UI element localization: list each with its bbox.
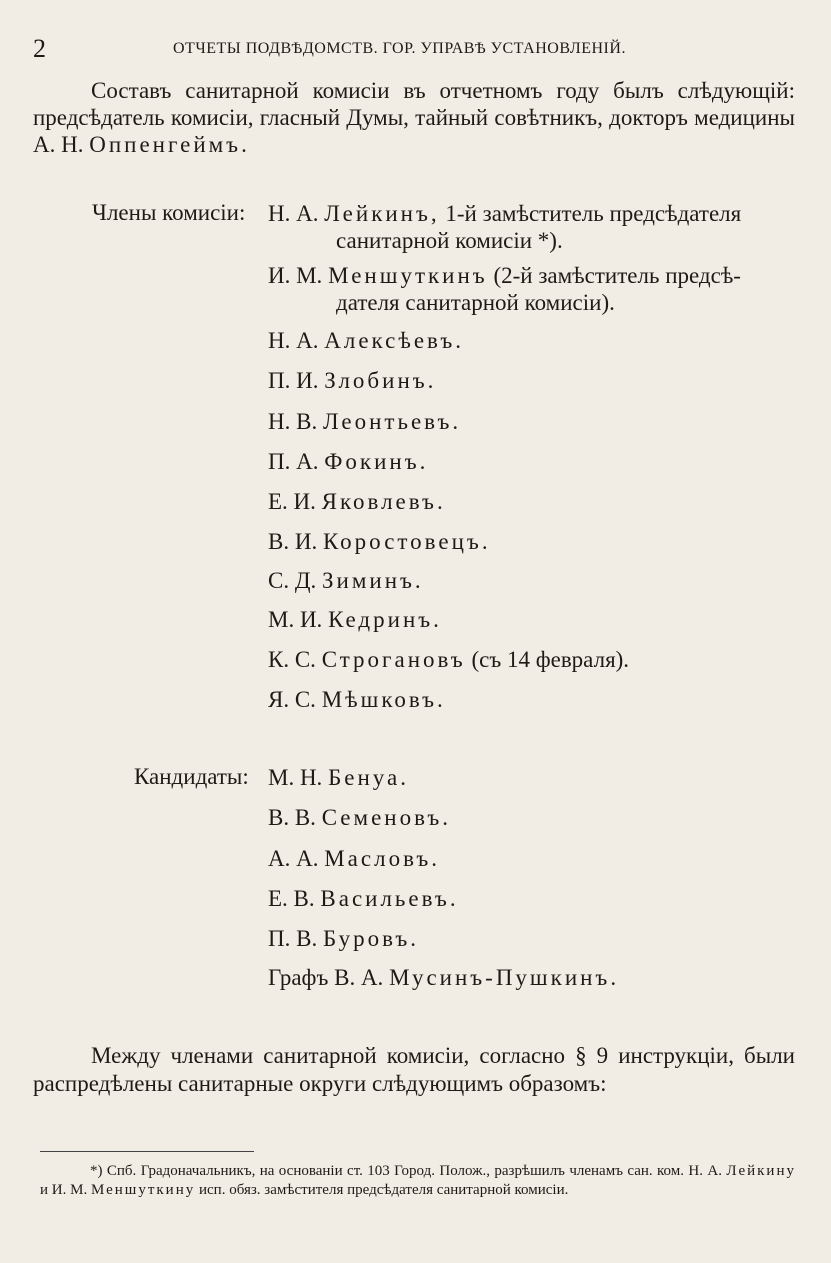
member-note: (съ 14 февраля). bbox=[471, 647, 630, 672]
member-entry bbox=[268, 528, 491, 555]
member-name: Коростовецъ. bbox=[322, 529, 491, 554]
member-note: 1-й замѣститель предсѣдателя bbox=[445, 201, 742, 226]
member-entry bbox=[268, 567, 424, 594]
member-entry bbox=[268, 200, 793, 254]
candidates-label: Кандидаты: bbox=[134, 764, 249, 789]
member-initials: Е. И. bbox=[268, 489, 316, 514]
member-note: (2-й замѣститель предсѣ- bbox=[493, 263, 741, 288]
member-name: Кедринъ. bbox=[328, 607, 442, 632]
footnote-divider bbox=[40, 1151, 254, 1152]
candidate-name: Буровъ. bbox=[322, 926, 420, 951]
member-initials: М. И. bbox=[268, 607, 323, 632]
member-initials: К. С. bbox=[268, 647, 316, 672]
candidate-initials: Е. В. bbox=[268, 886, 315, 911]
member-entry bbox=[268, 686, 446, 713]
candidate-name: Бенуа. bbox=[328, 765, 409, 790]
member-entry bbox=[268, 488, 446, 515]
member-initials: П. А. bbox=[268, 449, 319, 474]
member-name: Злобинъ. bbox=[324, 368, 437, 393]
page-number: 2 bbox=[33, 34, 46, 63]
intro-text: Составъ санитарной комисіи въ отчетномъ году былъ слѣдующій: предсѣдатель комисіи, гласный Думы, тайный совѣтникъ, докторъ медицины А. Н. bbox=[33, 78, 795, 157]
candidate-entry bbox=[268, 764, 409, 791]
members-label: Члены комисіи: bbox=[92, 200, 246, 225]
footnote-text: *) Спб. Градоначальникъ, на основаніи ст. 103 Город. Полож., разрѣшилъ членамъ сан. ком. Н. А. bbox=[90, 1163, 722, 1179]
candidate-entry bbox=[268, 885, 459, 912]
member-name: Зиминъ. bbox=[322, 568, 424, 593]
member-initials: П. И. bbox=[268, 368, 319, 393]
member-name: Строгановъ bbox=[321, 647, 466, 672]
candidate-name: Мусинъ-Пушкинъ. bbox=[389, 965, 620, 990]
member-name: Фокинъ. bbox=[324, 449, 429, 474]
outro-paragraph: Между членами санитарной комисіи, согласно § 9 инструкціи, были распредѣлены санитарные округи слѣдующимъ образомъ: bbox=[33, 1043, 795, 1096]
candidate-initials: М. Н. bbox=[268, 765, 323, 790]
candidate-entry bbox=[268, 925, 419, 952]
member-initials: Н. В. bbox=[268, 409, 318, 434]
candidate-name: Масловъ. bbox=[324, 846, 441, 871]
footnote-text: и И. М. bbox=[40, 1182, 88, 1198]
member-entry bbox=[268, 448, 428, 475]
member-name: Лейкинъ, bbox=[324, 201, 440, 226]
candidate-name: Семеновъ. bbox=[321, 805, 452, 830]
intro-paragraph bbox=[33, 77, 795, 158]
member-note-cont: дателя санитарной комисіи). bbox=[336, 290, 615, 315]
member-name: Леонтьевъ. bbox=[322, 409, 462, 434]
footnote bbox=[40, 1162, 796, 1200]
member-name: Мѣшковъ. bbox=[321, 687, 446, 712]
candidate-initials: Графъ В. А. bbox=[268, 965, 384, 990]
member-name: Алексѣевъ. bbox=[324, 328, 464, 353]
candidate-name: Васильевъ. bbox=[320, 886, 459, 911]
member-entry bbox=[268, 606, 442, 633]
footnote-name: Меншуткину bbox=[90, 1182, 196, 1198]
chairman-name: Оппенгеймъ. bbox=[89, 132, 250, 157]
member-initials: Н. А. bbox=[268, 328, 319, 353]
member-note-cont: санитарной комисіи *). bbox=[336, 228, 563, 253]
member-initials: В. И. bbox=[268, 529, 318, 554]
member-initials: И. М. bbox=[268, 263, 323, 288]
candidate-initials: А. А. bbox=[268, 846, 319, 871]
candidate-initials: П. В. bbox=[268, 926, 318, 951]
member-name: Меншуткинъ bbox=[328, 263, 488, 288]
member-entry bbox=[268, 408, 461, 435]
page-header bbox=[33, 34, 795, 63]
candidate-entry bbox=[268, 845, 440, 872]
member-name: Яковлевъ. bbox=[321, 489, 446, 514]
member-entry bbox=[268, 327, 464, 354]
member-entry bbox=[268, 262, 793, 316]
footnote-name: Лейкину bbox=[726, 1163, 796, 1179]
candidate-initials: В. В. bbox=[268, 805, 316, 830]
member-initials: Я. С. bbox=[268, 687, 316, 712]
member-entry bbox=[268, 367, 436, 394]
member-entry bbox=[268, 646, 629, 673]
running-head: ОТЧЕТЫ ПОДВѢДОМСТВ. ГОР. УПРАВѢ УСТАНОВЛЕНІЙ. bbox=[173, 40, 626, 57]
candidate-entry bbox=[268, 804, 451, 831]
member-initials: Н. А. bbox=[268, 201, 319, 226]
member-initials: С. Д. bbox=[268, 568, 317, 593]
candidate-entry bbox=[268, 964, 619, 991]
footnote-text: исп. обяз. замѣстителя предсѣдателя санитарной комисіи. bbox=[198, 1182, 569, 1198]
